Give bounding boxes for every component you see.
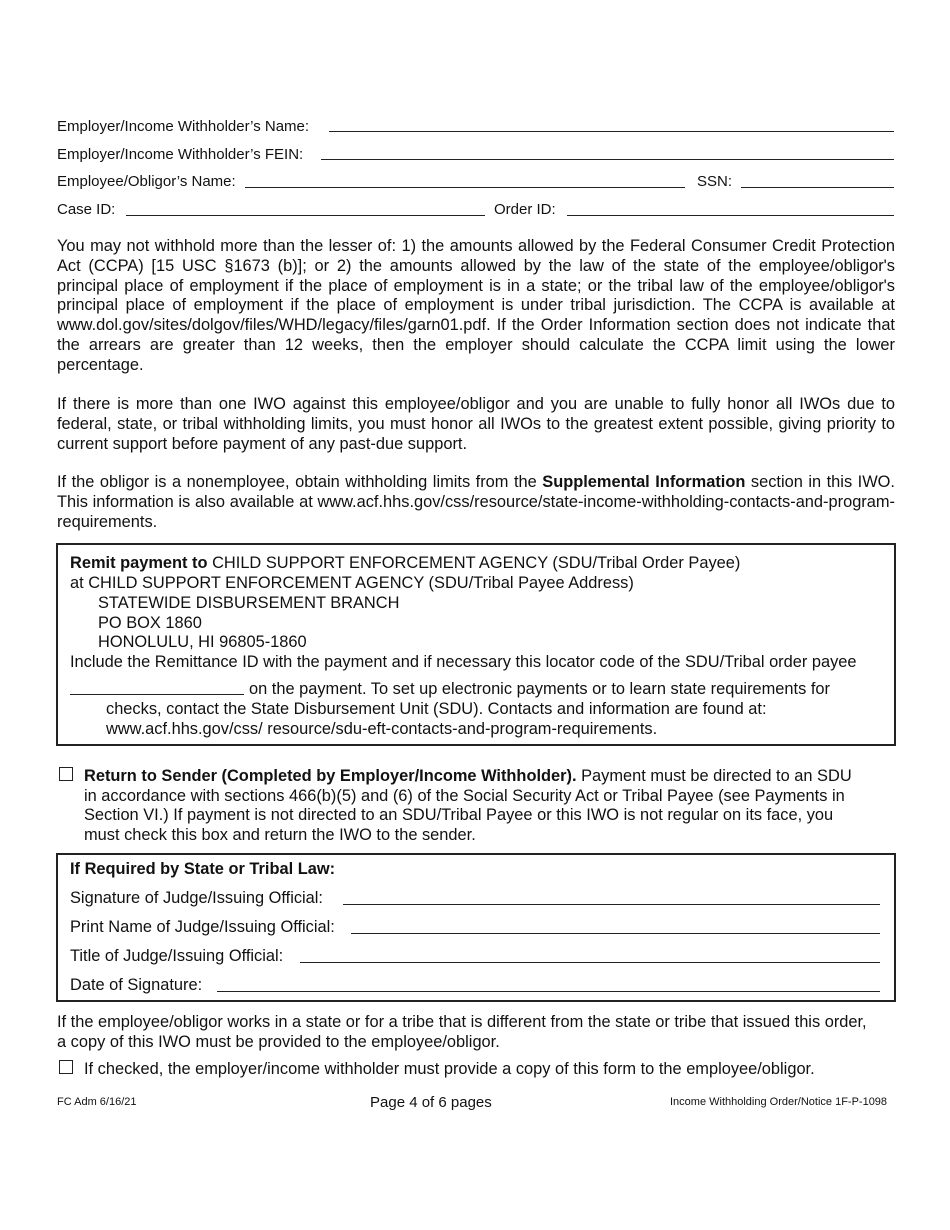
remit-payee-line [70, 554, 740, 573]
case-id-label: Case ID: [57, 201, 116, 218]
return-to-sender-line-3: Section VI.) If payment is not directed to an SDU/Tribal Payee or this IWO is not regular on its face, you [84, 806, 834, 824]
date-of-signature-field[interactable] [217, 991, 880, 992]
remittance-id-line: Include the Remittance ID with the payment and if necessary this locator code of the SDU/Tribal order payee [70, 653, 857, 671]
remit-address-line-3: HONOLULU, HI 96805-1860 [98, 633, 307, 651]
nonemployee-text-pre: If the obligor is a nonemployee, obtain withholding limits from the [57, 473, 543, 491]
return-to-sender-line-1-rest: Payment must be directed to an SDU [576, 767, 852, 785]
judge-signature-label: Signature of Judge/Issuing Official: [70, 889, 323, 907]
ccpa-paragraph: You may not withhold more than the lesser of: 1) the amounts allowed by the Federal Consumer Credit Protection Act (CCPA) [15 USC §1673 (b)]; or 2) the amounts allowed by the law of the state of the employee/obligor's principal place of employment if the place of employment is in a state; or the tribal law of the employee/obligor's principal place of employment if the place of employment is under tribal jurisdiction. The CCPA is available at www.dol.gov/sites/dolgov/files/WHD/legacy/files/garn01.pdf. If the Order Information section does not indicate that the arrears are greater than 12 weeks, then the employer should calculate the CCPA limit using the lower percentage. [57, 237, 895, 374]
footer-form-date: FC Adm 6/16/21 [57, 1096, 137, 1108]
ssn-field[interactable] [741, 187, 894, 188]
nonemployee-paragraph [57, 473, 895, 532]
employer-name-field[interactable] [329, 131, 894, 132]
provide-copy-checkbox[interactable] [59, 1060, 73, 1074]
judge-title-label: Title of Judge/Issuing Official: [70, 947, 284, 965]
employer-fein-field[interactable] [321, 159, 894, 160]
nonemployee-text-post: section in this IWO. This information is also available at www.acf.hhs.gov/css/resource/state-income-withholding-contacts-and-program-requirements. [57, 473, 895, 531]
copy-notice-line-2: a copy of this IWO must be provided to the employee/obligor. [57, 1033, 500, 1051]
judge-box-heading: If Required by State or Tribal Law: [70, 860, 336, 878]
footer-form-id: Income Withholding Order/Notice 1F-P-1098 [670, 1096, 888, 1108]
order-id-label: Order ID: [494, 201, 556, 218]
remit-address-line-2: PO BOX 1860 [98, 614, 202, 632]
payment-line-2: checks, contact the State Disbursement Unit (SDU). Contacts and information are found at: [106, 700, 767, 718]
return-to-sender-checkbox[interactable] [59, 767, 73, 781]
employer-name-label: Employer/Income Withholder’s Name: [57, 118, 310, 135]
remit-at-line: at CHILD SUPPORT ENFORCEMENT AGENCY (SDU/Tribal Payee Address) [70, 574, 634, 592]
order-id-field[interactable] [567, 215, 894, 216]
judge-print-name-label: Print Name of Judge/Issuing Official: [70, 918, 335, 936]
employee-name-field[interactable] [245, 187, 685, 188]
remit-payee: CHILD SUPPORT ENFORCEMENT AGENCY (SDU/Tribal Order Payee) [207, 554, 741, 572]
return-to-sender-heading: Return to Sender (Completed by Employer/Income Withholder). [84, 767, 577, 785]
multiple-iwo-paragraph: If there is more than one IWO against this employee/obligor and you are unable to fully honor all IWOs due to federal, state, or tribal withholding limits, you must honor all IWOs to the greatest extent possible, giving priority to current support before payment of any past-due support. [57, 395, 895, 453]
employee-name-label: Employee/Obligor’s Name: [57, 173, 236, 190]
footer-page-number: Page 4 of 6 pages [370, 1094, 492, 1111]
return-to-sender-line-1 [84, 767, 852, 786]
remit-address-line-1: STATEWIDE DISBURSEMENT BRANCH [98, 594, 400, 612]
judge-print-name-field[interactable] [351, 933, 880, 934]
supplemental-information-term: Supplemental Information [542, 473, 746, 491]
payment-line-1: on the payment. To set up electronic payments or to learn state requirements for [249, 680, 830, 698]
copy-notice-line-1: If the employee/obligor works in a state or for a tribe that is different from the state or tribe that issued this order, [57, 1013, 867, 1031]
return-to-sender-line-4: must check this box and return the IWO to the sender. [84, 826, 476, 844]
provide-copy-text: If checked, the employer/income withholder must provide a copy of this form to the employee/obligor. [84, 1060, 815, 1078]
payment-line-3: www.acf.hhs.gov/css/ resource/sdu-eft-contacts-and-program-requirements. [106, 720, 658, 738]
ssn-label: SSN: [697, 173, 733, 190]
judge-signature-field[interactable] [343, 904, 880, 905]
date-of-signature-label: Date of Signature: [70, 976, 203, 994]
employer-fein-label: Employer/Income Withholder’s FEIN: [57, 146, 304, 163]
locator-code-field[interactable] [70, 694, 244, 695]
remit-lead: Remit payment to [70, 554, 208, 572]
judge-title-field[interactable] [300, 962, 880, 963]
return-to-sender-line-2: in accordance with sections 466(b)(5) and (6) of the Social Security Act or Tribal Payee (see Payments in [84, 787, 845, 805]
case-id-field[interactable] [126, 215, 485, 216]
